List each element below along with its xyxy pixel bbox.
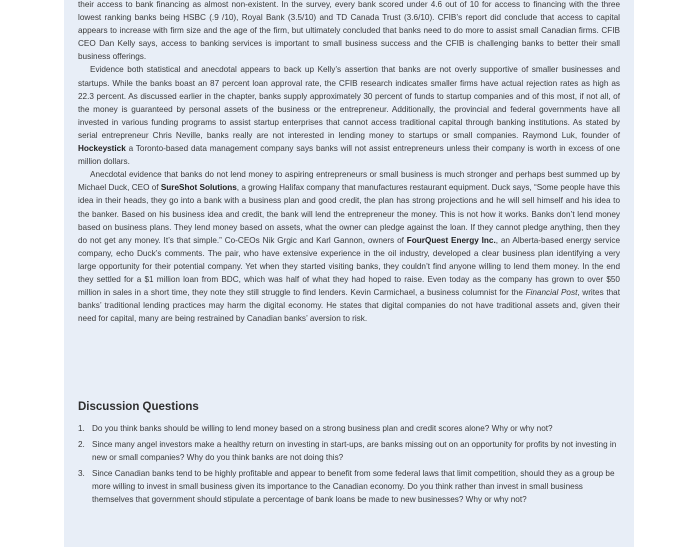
question-text: Since many angel investors make a healthy return on investing in start-ups, are banks missing out on an opportunity for profits by not investing in new or small companies? Why do you think banks are not doing this? xyxy=(92,440,617,463)
paragraph-3-text-b: , a growing Halifax company that manufactures restaurant equipment. Duck says, “Some people have this idea in their heads, they go into a bank with a business plan and good credit, the plan has strong projections and he will sell himself and his idea to the banker. Based on his business idea and credit, the bank will lend the entrepreneur the money. This is not how it works. Banks don’t lend money based on business plans. They lend money based on assets, what the owner can pledge against the loan. If they cannot pledge anything, then they do not get any money. It’s that simple.” Co-CEOs Nik Grgic and Karl Gannon, owners of xyxy=(78,183,620,245)
paragraph-2 xyxy=(78,63,620,168)
discussion-questions-list xyxy=(78,422,618,510)
company-fourquest: FourQuest Energy Inc. xyxy=(406,235,496,245)
question-item xyxy=(78,467,618,506)
company-hockeystick: Hockeystick xyxy=(78,144,126,154)
paragraph-3-text-c: , an Alberta-based energy service company, echo Duck’s comments. The pair, who have extensive experience in the oil industry, developed a clear business plan identifying a very large opportunity for their potential company. Yet when they started visiting banks, they couldn’t find anyone willing to lend them money. In the end they settled for a $1 million loan from BDC, which was half of what they had hoped to raise. Even today as the company has grown to over $50 million in sales in a short time, they note they still struggle to find lenders. Kevin Carmichael, a business columnist for the xyxy=(78,235,620,298)
paragraph-3 xyxy=(78,168,620,325)
discussion-heading: Discussion Questions xyxy=(78,401,199,413)
paragraph-2-text-a: Evidence both statistical and anecdotal appears to back up Kelly’s assertion that banks are not overly supportive of smaller businesses and startups. While the banks boast an 87 percent loan approval rate, the CFIB research indicates smaller firms have actual rejection rates as high as 22.3 percent. As discussed earlier in the chapter, banks supply approximately 30 percent of funds to startup companies and of this most, if not all, of the money is guaranteed by personal assets of the business or the entrepreneur. Additionally, the provincial and federal governments have all invested in various funding programs to assist startup enterprises that cannot access traditional capital through banking institutions. As stated by serial entrepreneur Chris Neville, banks really are not interested in lending money to startups or small companies. Raymond Luk, founder of xyxy=(78,65,620,140)
paragraph-3-text-d: , writes that banks’ traditional lending practices may harm the digital economy. He states that digital companies do not have traditional assets and, given their need for capital, many are being restrained by Canadian banks’ aversion to risk. xyxy=(78,288,620,324)
publication-name: Financial Post xyxy=(525,288,578,298)
question-text: Since Canadian banks tend to be highly profitable and appear to benefit from some federal laws that limit competition, should they as a group be more willing to invest in small business given its importance to the Canadian economy. Do you think rather than invest in small business themselves that government should stipulate a percentage of bank loans be made to new businesses? Why or why not? xyxy=(92,469,615,505)
question-text: Do you think banks should be willing to lend money based on a strong business plan and credit scores alone? Why or why not? xyxy=(92,424,553,433)
question-item xyxy=(78,438,618,464)
article-body xyxy=(78,0,620,325)
paragraph-3-text-a: Anecdotal evidence that banks do not lend money to aspiring entrepreneurs or small business is much stronger and perhaps best summed up by Michael Duck, CEO of xyxy=(78,170,620,193)
paragraph-2-text-b: a Toronto-based data management company says banks will not assist entrepreneurs unless their company is worth in excess of one million dollars. xyxy=(78,144,620,167)
question-item xyxy=(78,422,618,435)
question-number: 2. xyxy=(78,440,85,450)
company-sureshot: SureShot Solutions xyxy=(160,183,237,193)
question-number: 3. xyxy=(78,469,85,479)
question-number: 1. xyxy=(78,424,85,433)
paragraph-1: their access to bank financing as almost non-existent. In the survey, every bank scored under 4.6 out of 10 for access to financing with the three lowest ranking banks being HSBC (.9 /10), Royal Bank (3.5/10) and TD Canada Trust (3.6/10). CFIB’s report did conclude that access to capital appears to increase with firm size and the age of the firm, but ultimately concluded that banks need to do more to assist small Canadian firms. CFIB CEO Dan Kelly says, access to banking services is important to small business success and the CFIB is challenging banks to better their small business offerings. xyxy=(78,0,620,62)
